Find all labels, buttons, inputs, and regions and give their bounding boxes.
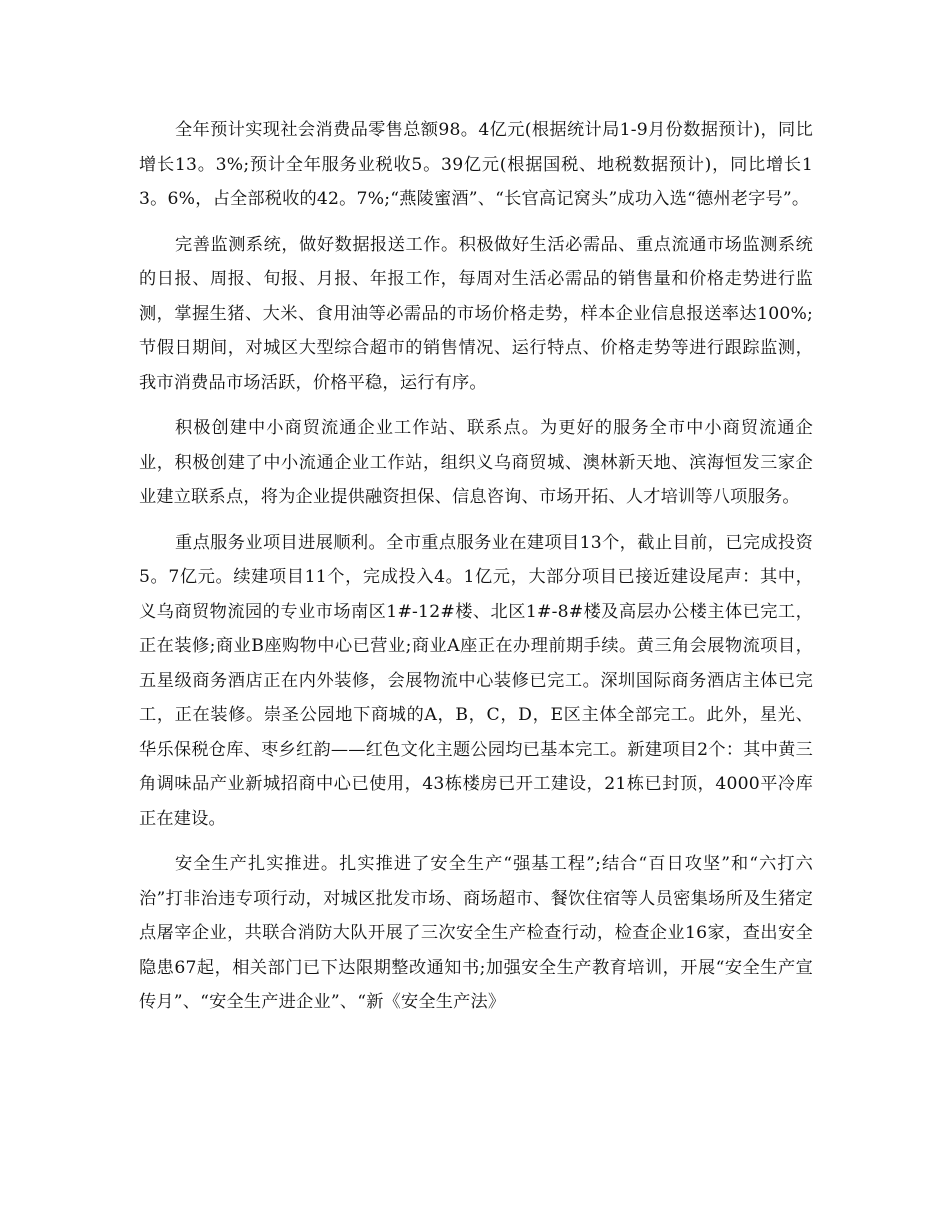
paragraph-key-projects: 重点服务业项目进展顺利。全市重点服务业在建项目13个，截止目前，已完成投资5。7亿元。续建项目11个，完成投入4。1亿元，大部分项目已接近建设尾声：其中，义乌商贸物流园的专业市场南区1#-12#楼、北区1#-8#楼及高层办公楼主体已完工，正在装修;商业B座购物中心已营业;商业A座正在办理前期手续。黄三角会展物流项目，五星级商务酒店正在内外装修，会展物流中心装修已完工。深圳国际商务酒店主体已完工，正在装修。崇圣公园地下商城的A，B，C，D，E区主体全部完工。此外，星光、华乐保税仓库、枣乡红韵——红色文化主题公园均已基本完工。新建项目2个：其中黄三角调味品产业新城招商中心已使用，43栋楼房已开工建设，21栋已封顶，4000平冷库正在建设。 [139,532,813,829]
paragraph-production-safety: 安全生产扎实推进。扎实推进了安全生产“强基工程”;结合“百日攻坚”和“六打六治”打非治违专项行动，对城区批发市场、商场超市、餐饮住宿等人员密集场所及生猪定点屠宰企业，共联合消防大队开展了三次安全生产检查行动，检查企业16家，查出安全隐患67起，相关部门已下达限期整改通知书;加强安全生产教育培训，开展“安全生产宣传月”、“安全生产进企业”、“新《安全生产法》 [139,854,813,1012]
paragraph-sme-workstation: 积极创建中小商贸流通企业工作站、联系点。为更好的服务全市中小商贸流通企业，积极创建了中小流通企业工作站，组织义乌商贸城、澳林新天地、滨海恒发三家企业建立联系点，将为企业提供融资担保、信息咨询、市场开拓、人才培训等八项服务。 [139,418,813,507]
paragraph-monitoring-system: 完善监测系统，做好数据报送工作。积极做好生活必需品、重点流通市场监测系统的日报、周报、旬报、月报、年报工作，每周对生活必需品的销售量和价格走势进行监测，掌握生猪、大米、食用油等必需品的市场价格走势，样本企业信息报送率达100%;节假日期间，对城区大型综合超市的销售情况、运行特点、价格走势等进行跟踪监测，我市消费品市场活跃，价格平稳，运行有序。 [139,234,813,393]
paragraph-retail-sales: 全年预计实现社会消费品零售总额98。4亿元(根据统计局1-9月份数据预计)，同比增长13。3%;预计全年服务业税收5。39亿元(根据国税、地税数据预计)，同比增长13。6%，占全部税收的42。7%;“燕陵蜜酒”、“长官高记窝头”成功入选“德州老字号”。 [139,120,813,209]
document-body [139,113,813,1031]
